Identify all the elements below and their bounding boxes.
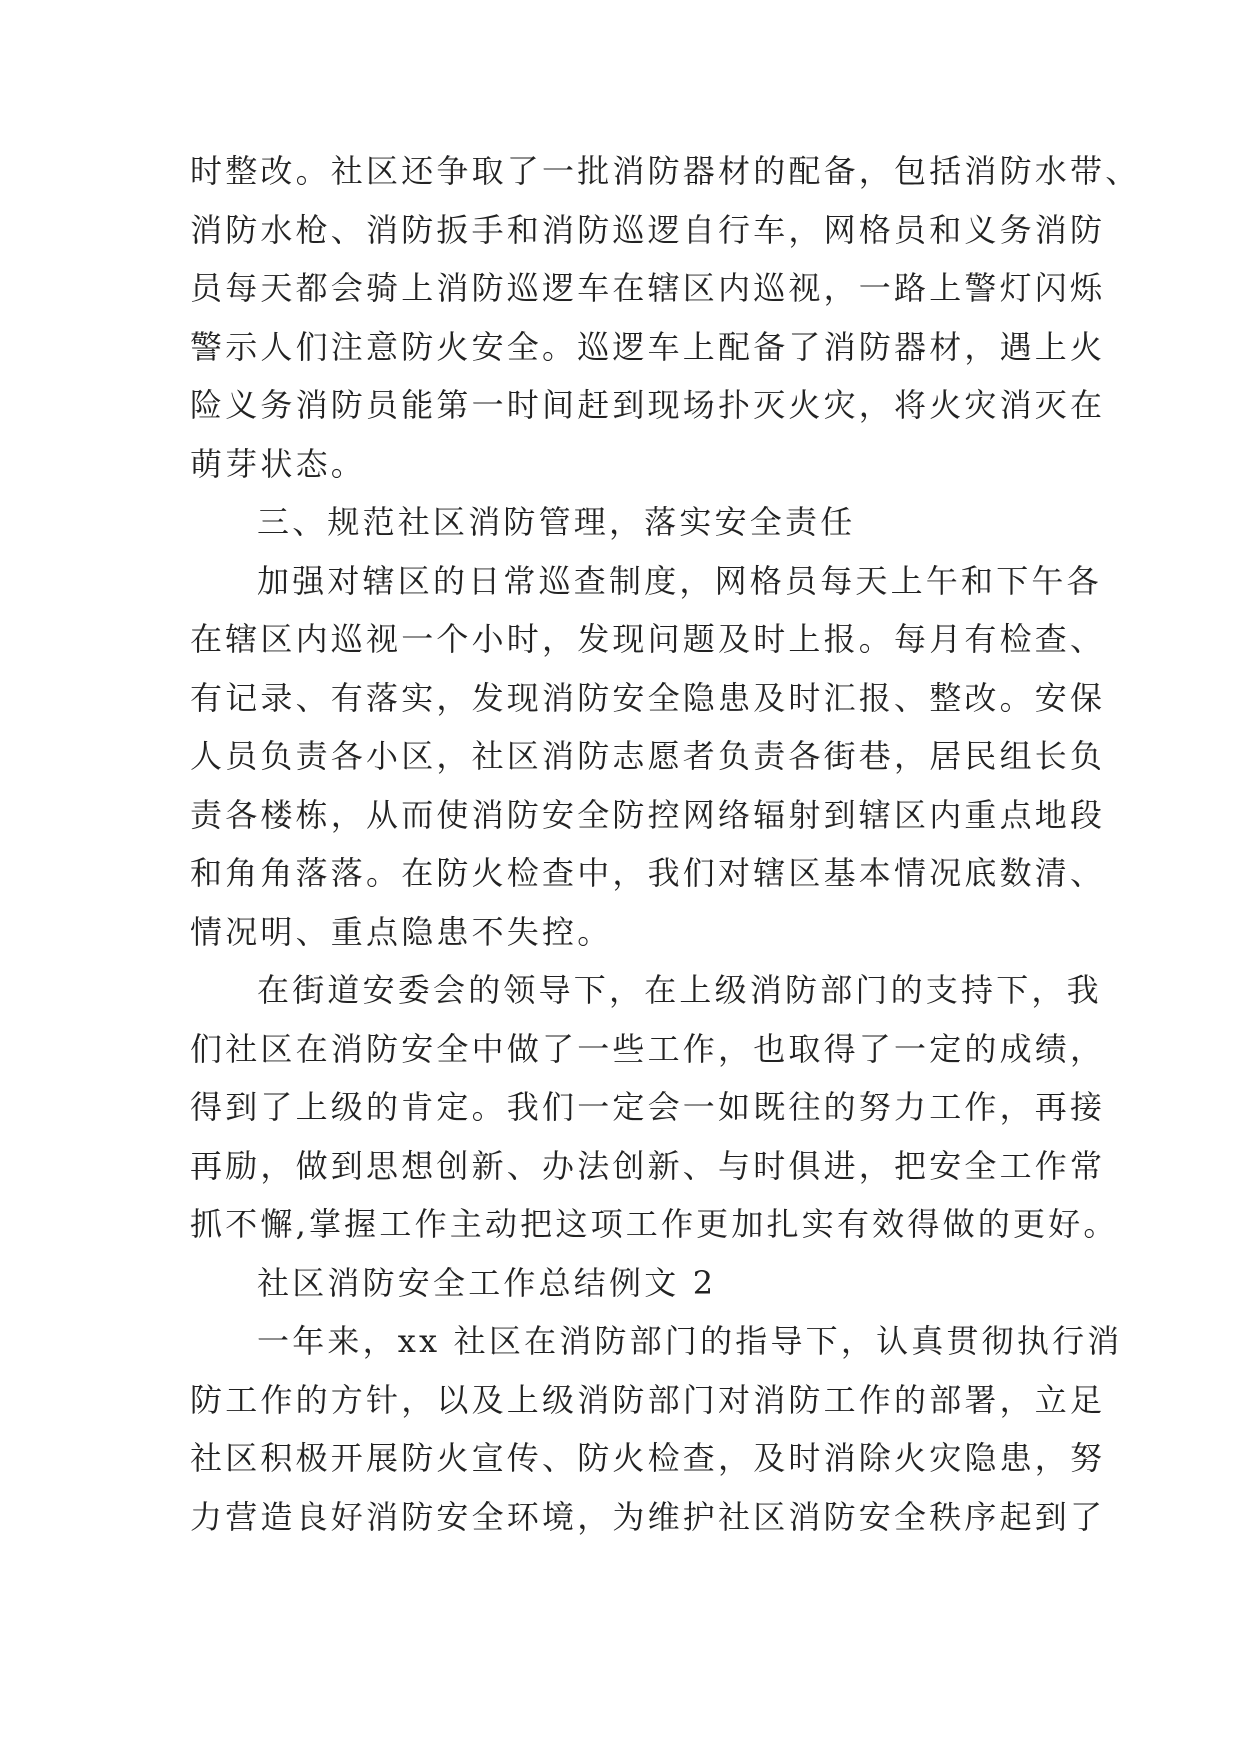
body-line: 消防水枪、消防扳手和消防巡逻自行车，网格员和义务消防	[190, 210, 1106, 249]
body-line: 和角角落落。在防火检查中，我们对辖区基本情况底数清、	[190, 854, 1106, 892]
paragraph-first-line: 一年来，xx 社区在消防部门的指导下，认真贯彻执行消	[257, 1322, 1123, 1360]
body-line: 责各楼栋，从而使消防安全防控网络辐射到辖区内重点地段	[190, 795, 1106, 834]
paragraph-first-line: 加强对辖区的日常巡查制度，网格员每天上午和下午各	[257, 561, 1102, 600]
body-line: 们社区在消防安全中做了一些工作，也取得了一定的成绩，	[190, 1029, 1106, 1068]
body-line: 有记录、有落实，发现消防安全隐患及时汇报、整改。安保	[190, 678, 1106, 717]
body-line: 抓不懈,掌握工作主动把这项工作更加扎实有效得做的更好。	[190, 1205, 1119, 1243]
body-line: 社区积极开展防火宣传、防火检查，及时消除火灾隐患，努	[190, 1439, 1106, 1477]
paragraph-first-line: 在街道安委会的领导下，在上级消防部门的支持下，我	[257, 971, 1102, 1009]
body-line: 得到了上级的肯定。我们一定会一如既往的努力工作，再接	[190, 1088, 1106, 1126]
body-line: 险义务消防员能第一时间赶到现场扑灭火灾，将火灾消灭在	[190, 386, 1106, 424]
body-line: 时整改。社区还争取了一批消防器材的配备，包括消防水带、	[190, 152, 1141, 190]
body-line: 情况明、重点隐患不失控。	[190, 912, 613, 951]
body-line: 人员负责各小区，社区消防志愿者负责各街巷，居民组长负	[190, 737, 1106, 775]
body-line: 防工作的方针，以及上级消防部门对消防工作的部署，立足	[190, 1380, 1106, 1419]
section-heading: 三、规范社区消防管理，落实安全责任	[257, 503, 856, 541]
body-line: 再励，做到思想创新、办法创新、与时俱进，把安全工作常	[190, 1146, 1106, 1185]
body-line: 员每天都会骑上消防巡逻车在辖区内巡视，一路上警灯闪烁	[190, 269, 1106, 307]
example-heading: 社区消防安全工作总结例文 2	[257, 1263, 717, 1302]
document-body	[190, 142, 1141, 1546]
body-line: 萌芽状态。	[190, 444, 367, 483]
body-line: 力营造良好消防安全环境，为维护社区消防安全秩序起到了	[190, 1497, 1106, 1536]
body-line: 在辖区内巡视一个小时，发现问题及时上报。每月有检查、	[190, 620, 1106, 658]
body-line: 警示人们注意防火安全。巡逻车上配备了消防器材，遇上火	[190, 327, 1106, 366]
